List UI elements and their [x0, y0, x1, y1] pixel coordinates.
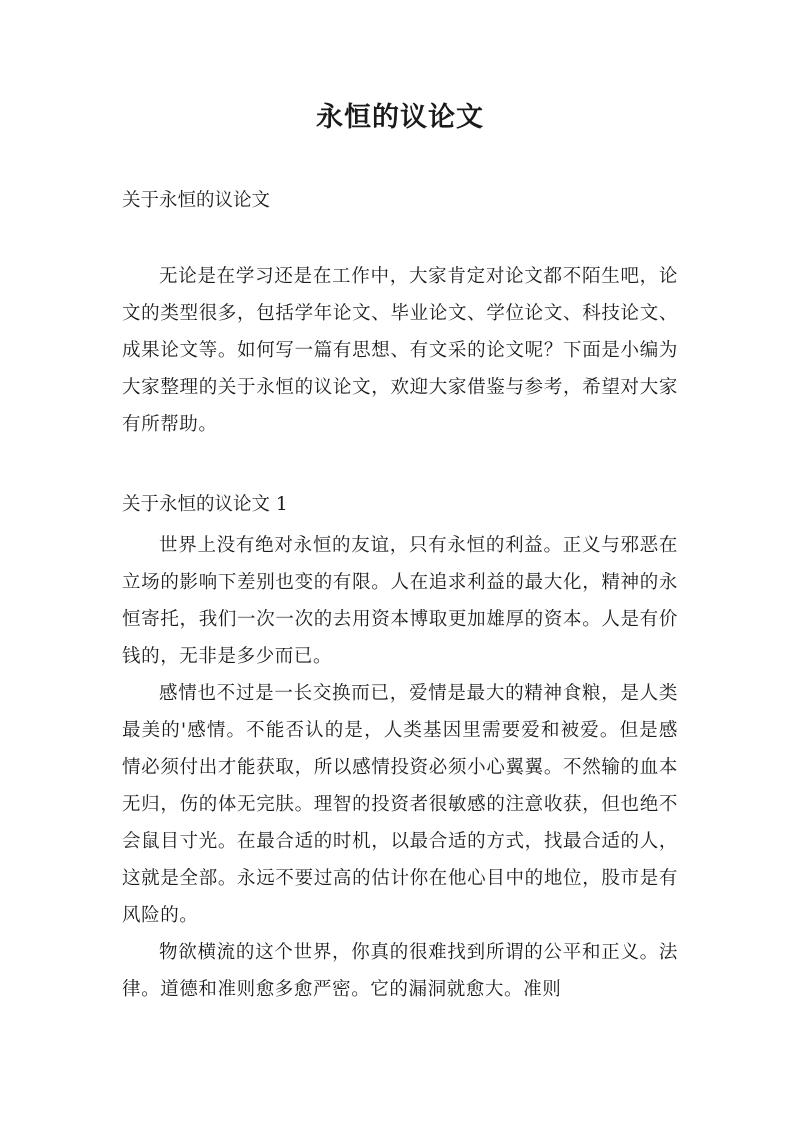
- section-heading: 关于永恒的议论文 1: [122, 494, 288, 515]
- body-paragraph-3: 物欲横流的这个世界，你真的很难找到所谓的公平和正义。法律。道德和准则愈多愈严密。它的漏洞就愈大。准则: [122, 942, 678, 1000]
- document-subtitle: 关于永恒的议论文: [122, 190, 271, 211]
- body-paragraph-2: 感情也不过是一长交换而已，爱情是最大的精神食粮，是人类最美的'感情。不能否认的是，人类基因里需要爱和被爱。但是感情必须付出才能获取，所以感情投资必须小心翼翼。不然输的血本无归，伤的体无完肤。理智的投资者很敏感的注意收获，但也绝不会鼠目寸光。在最合适的时机，以最合适的方式，找最合适的人，这就是全部。永远不要过高的估计你在他心目中的地位，股市是有风险的。: [122, 683, 678, 926]
- intro-paragraph: 无论是在学习还是在工作中，大家肯定对论文都不陌生吧，论文的类型很多，包括学年论文、毕业论文、学位论文、科技论文、成果论文等。如何写一篇有思想、有文采的论文呢？下面是小编为大家整理的关于永恒的议论文，欢迎大家借鉴与参考，希望对大家有所帮助。: [122, 266, 678, 435]
- document-title: 永恒的议论文: [316, 102, 484, 133]
- body-paragraph-1: 世界上没有绝对永恒的友谊，只有永恒的利益。正义与邪恶在立场的影响下差别也变的有限。人在追求利益的最大化，精神的永恒寄托，我们一次一次的去用资本博取更加雄厚的资本。人是有价钱的，无非是多少而已。: [122, 535, 678, 667]
